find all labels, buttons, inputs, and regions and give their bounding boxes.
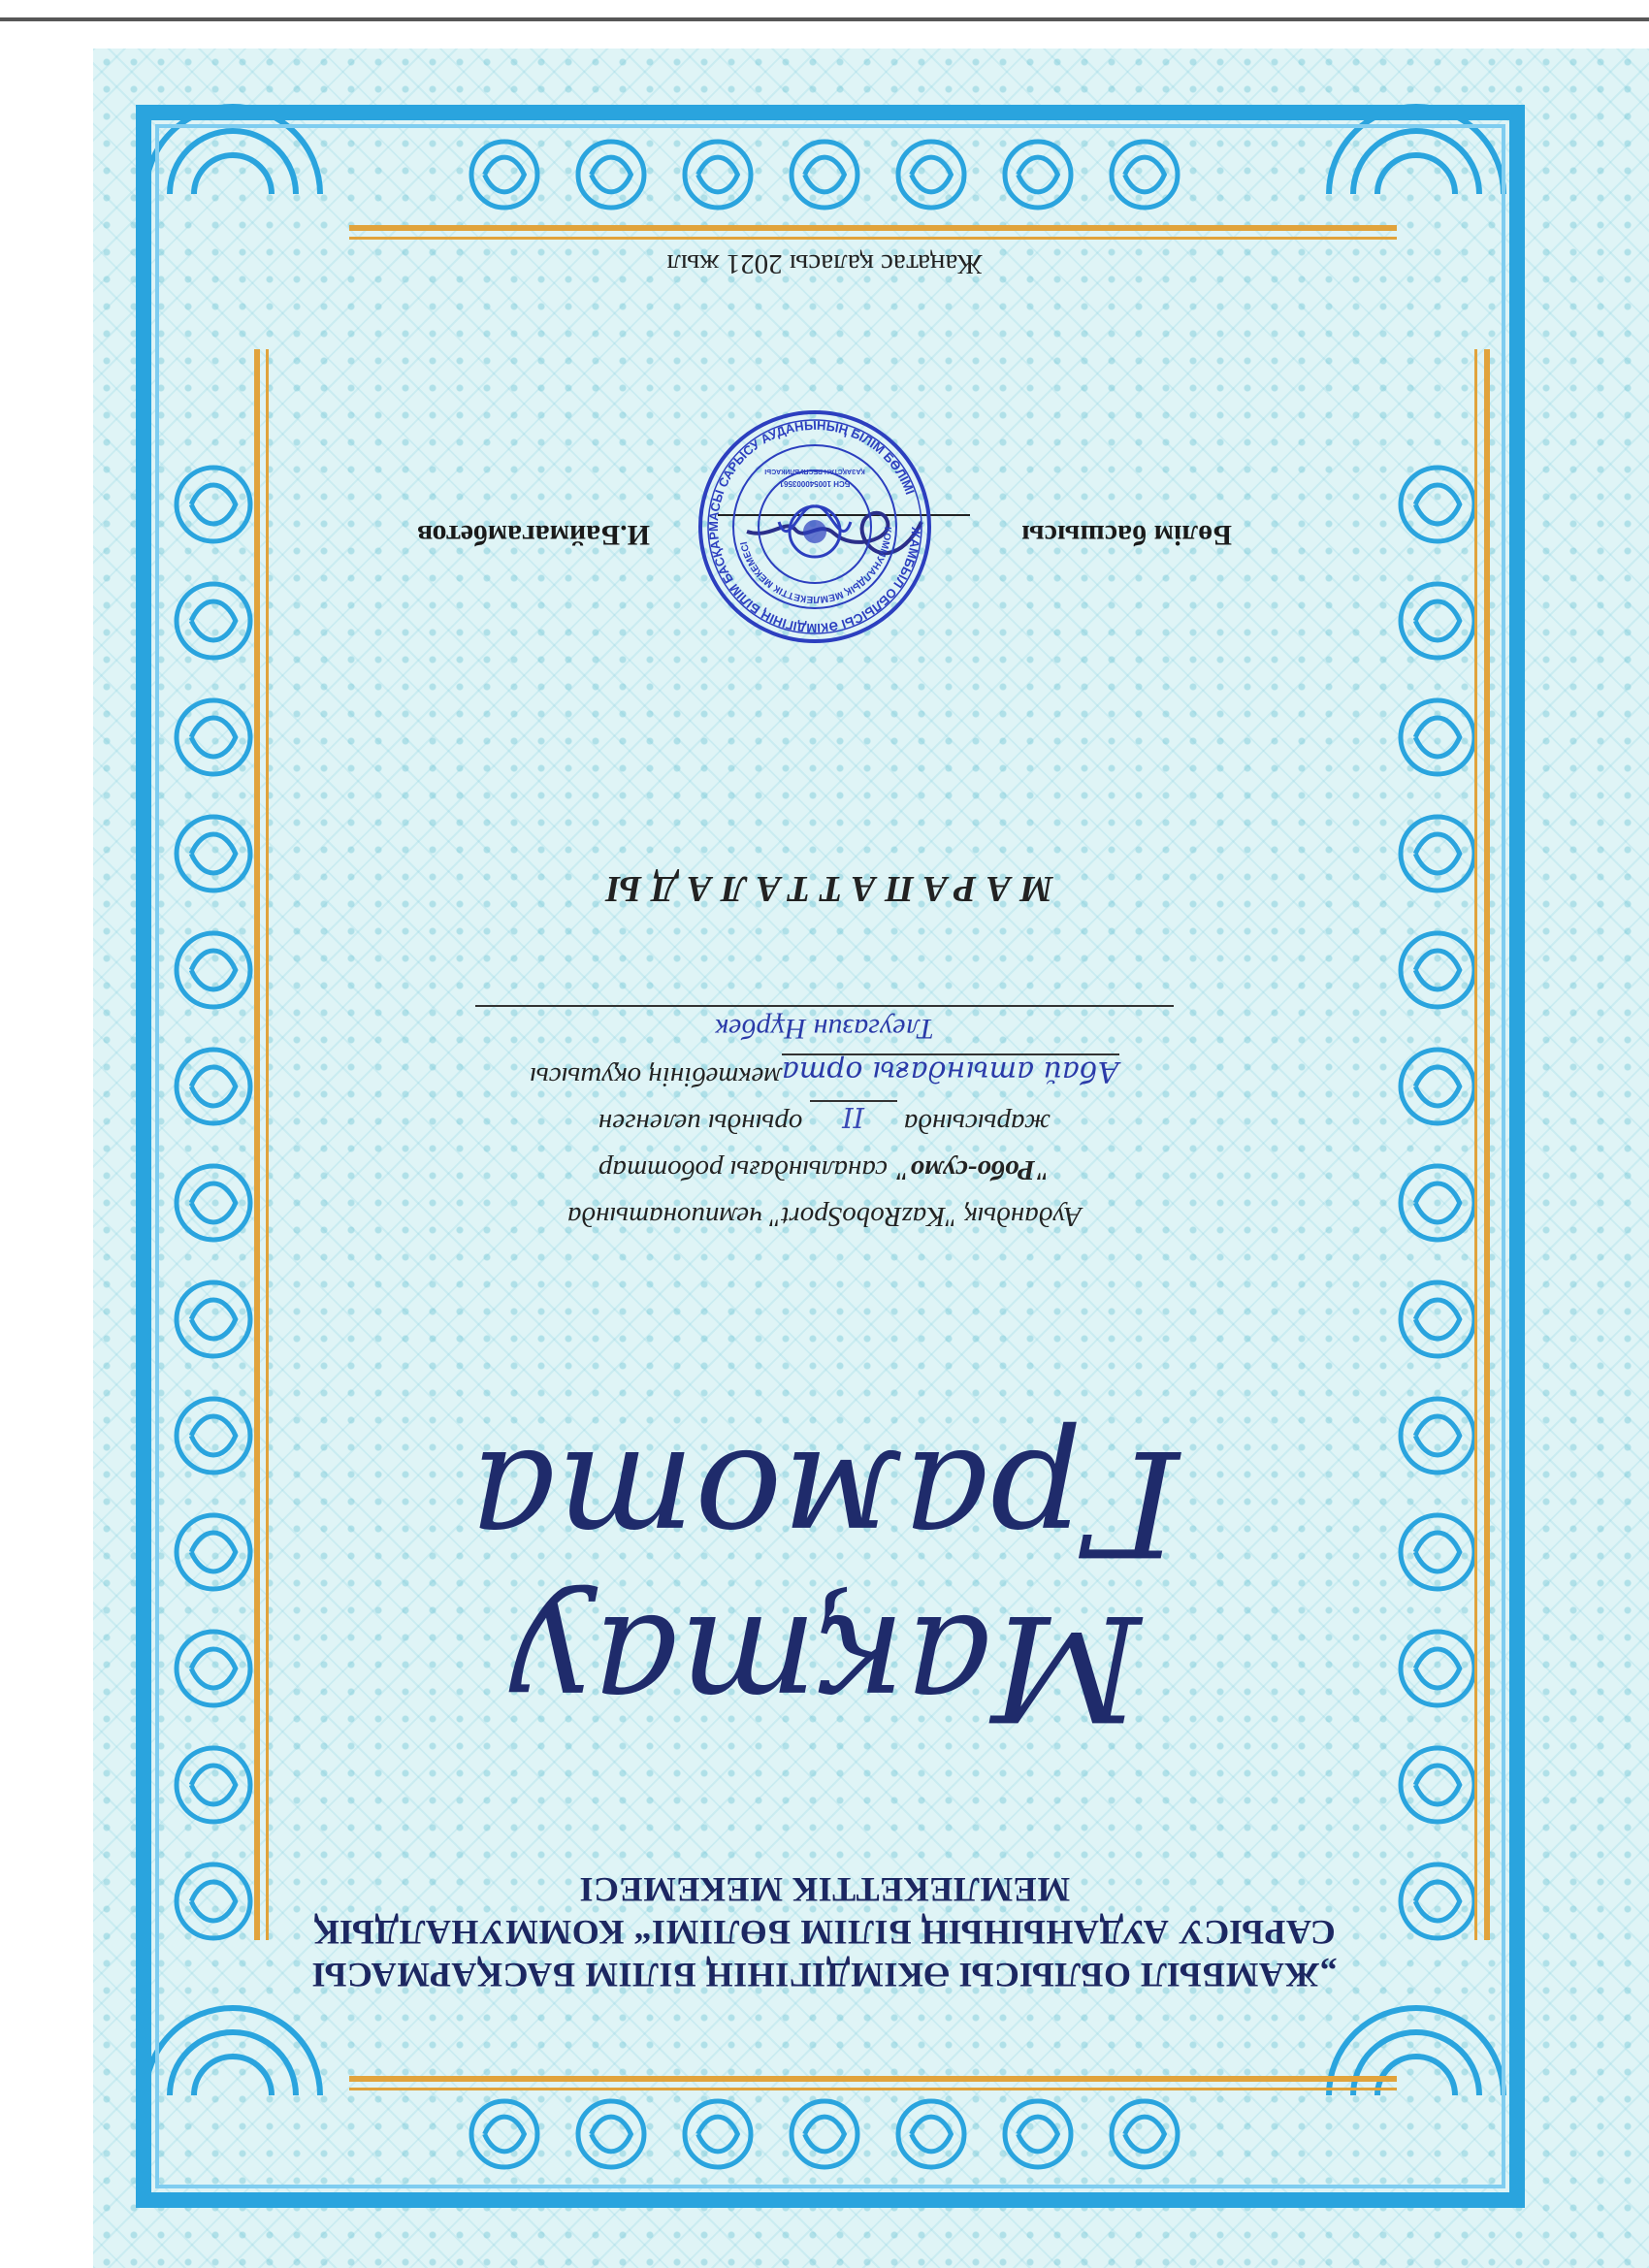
seal-inner-text: КОММУНАЛДЫҚ МЕМЛЕКЕТТІК МЕКЕМЕСІ xyxy=(738,526,893,605)
award-text-line-2-rest: саналындағы роботтар xyxy=(598,1154,895,1185)
signer-name: И.Баймагамбетов xyxy=(417,519,650,551)
organization-line-1: „ЖАМБЫЛ ОБЛЫСЫ ӘКІМДІГІНІҢ БІЛІМ БАСҚАРМАСЫ xyxy=(311,1956,1338,1994)
seal-country: ҚАЗАҚСТАН РЕСПУБЛИКАСЫ xyxy=(764,468,865,474)
school-field: Абай атындағы орта xyxy=(781,1054,1119,1088)
award-text-line-4-rest: мектебінің оқушысы xyxy=(530,1061,782,1092)
official-seal xyxy=(694,405,936,648)
organization-line-2: САРЫСУ АУДАНЫНЫҢ БІЛІМ БӨЛІМІ“ КОММУНАЛДЫҚ xyxy=(313,1913,1336,1952)
seal-bin: БСН 100540003561 xyxy=(779,479,851,488)
city-year: Жаңатас қаласы 2021 жыл xyxy=(666,248,983,279)
certificate-title xyxy=(0,1417,1649,1751)
award-text-line-3 xyxy=(0,1100,1649,1147)
event-name: "Робо-сумо" xyxy=(894,1154,1051,1185)
award-text-line-2 xyxy=(0,1147,1649,1193)
organization-line-3: МЕМЛЕКЕТТІК МЕКЕМЕСІ xyxy=(578,1870,1071,1909)
signature-block xyxy=(417,417,1232,636)
award-text-line-3-b: орынды иеленген xyxy=(598,1108,803,1139)
award-text-line-4 xyxy=(0,1053,1649,1100)
student-name-field: Тлеугазин Нұрбек xyxy=(475,1005,1174,1050)
awarded-label: МАРАПАТТАЛАДЫ xyxy=(596,868,1053,909)
signer-role: Бөлім басшысы xyxy=(1021,519,1232,551)
seal-outer-text: ЖАМБЫЛ ОБЛЫСЫ ӘКІМДІГІНІҢ БІЛІМ БАСҚАРМАСЫ САРЫСУ АУДАНЫНЫҢ БІЛІМ БӨЛІМІ xyxy=(705,417,924,636)
place-field: II xyxy=(810,1100,897,1133)
award-text xyxy=(0,1005,1649,1240)
award-text-line-3-a: жарысында xyxy=(903,1108,1051,1139)
organization-name xyxy=(0,1868,1649,1996)
title-line-2: Грамота xyxy=(469,1417,1180,1586)
award-text-line-1: Аудандық "KazRoboSport" чемпионатында xyxy=(566,1201,1083,1232)
title-line-1: Мақтау xyxy=(507,1582,1142,1751)
